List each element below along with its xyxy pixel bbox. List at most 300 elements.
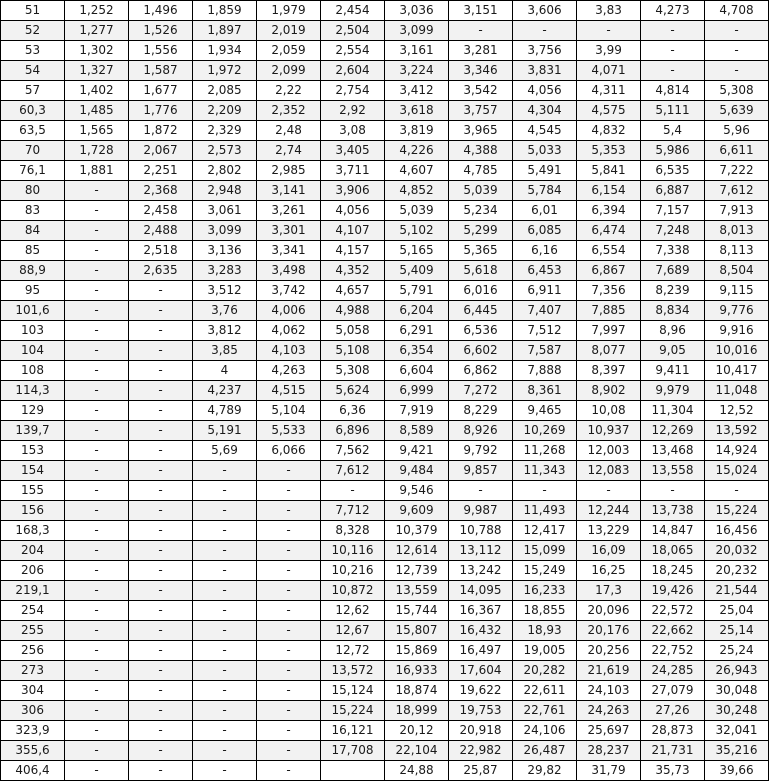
table-cell: - bbox=[193, 621, 257, 641]
table-cell: 5,299 bbox=[449, 221, 513, 241]
table-cell: - bbox=[65, 201, 129, 221]
row-header-cell: 273 bbox=[1, 661, 65, 681]
table-row bbox=[1, 601, 769, 621]
table-row bbox=[1, 581, 769, 601]
table-cell: 3,83 bbox=[577, 1, 641, 21]
table-cell: 11,343 bbox=[513, 461, 577, 481]
table-cell: - bbox=[193, 661, 257, 681]
table-cell: 1,252 bbox=[65, 1, 129, 21]
table-cell: 13,468 bbox=[641, 441, 705, 461]
table-cell: 3,341 bbox=[257, 241, 321, 261]
table-cell: - bbox=[257, 701, 321, 721]
table-cell: 4,988 bbox=[321, 301, 385, 321]
table-cell: 31,79 bbox=[577, 761, 641, 781]
table-cell: 10,788 bbox=[449, 521, 513, 541]
table-cell: 1,556 bbox=[129, 41, 193, 61]
table-cell: - bbox=[129, 701, 193, 721]
table-cell: 12,003 bbox=[577, 441, 641, 461]
table-cell: - bbox=[257, 721, 321, 741]
row-header-cell: 256 bbox=[1, 641, 65, 661]
table-cell: 6,896 bbox=[321, 421, 385, 441]
table-cell: 26,943 bbox=[705, 661, 769, 681]
table-cell: - bbox=[65, 461, 129, 481]
table-cell: 21,619 bbox=[577, 661, 641, 681]
table-cell: 3,099 bbox=[385, 21, 449, 41]
table-cell: 3,512 bbox=[193, 281, 257, 301]
table-row bbox=[1, 441, 769, 461]
table-cell: - bbox=[129, 421, 193, 441]
table-cell: 5,96 bbox=[705, 121, 769, 141]
table-cell: - bbox=[129, 661, 193, 681]
table-cell: 6,154 bbox=[577, 181, 641, 201]
table-cell: - bbox=[65, 361, 129, 381]
row-header-cell: 153 bbox=[1, 441, 65, 461]
table-cell: 30,248 bbox=[705, 701, 769, 721]
table-row bbox=[1, 221, 769, 241]
table-cell: 15,024 bbox=[705, 461, 769, 481]
table-cell: 3,498 bbox=[257, 261, 321, 281]
table-cell: 2,985 bbox=[257, 161, 321, 181]
row-header-cell: 108 bbox=[1, 361, 65, 381]
table-cell: 7,512 bbox=[513, 321, 577, 341]
row-header-cell: 84 bbox=[1, 221, 65, 241]
table-cell: - bbox=[65, 481, 129, 501]
table-cell: 3,742 bbox=[257, 281, 321, 301]
table-row bbox=[1, 661, 769, 681]
table-cell: 16,09 bbox=[577, 541, 641, 561]
table-cell: 3,99 bbox=[577, 41, 641, 61]
table-cell: 22,982 bbox=[449, 741, 513, 761]
table-cell: 29,82 bbox=[513, 761, 577, 781]
table-cell: 8,926 bbox=[449, 421, 513, 441]
table-cell: 4,785 bbox=[449, 161, 513, 181]
table-row bbox=[1, 401, 769, 421]
table-cell: 12,244 bbox=[577, 501, 641, 521]
table-cell: 22,572 bbox=[641, 601, 705, 621]
table-cell: 5,784 bbox=[513, 181, 577, 201]
table-cell: 4,852 bbox=[385, 181, 449, 201]
table-cell: 1,587 bbox=[129, 61, 193, 81]
table-cell: 7,356 bbox=[577, 281, 641, 301]
table-cell: 1,402 bbox=[65, 81, 129, 101]
table-cell: - bbox=[65, 561, 129, 581]
table-cell: 4,056 bbox=[513, 81, 577, 101]
row-header-cell: 53 bbox=[1, 41, 65, 61]
table-cell: 7,888 bbox=[513, 361, 577, 381]
table-cell: 27,079 bbox=[641, 681, 705, 701]
table-cell: 2,019 bbox=[257, 21, 321, 41]
table-cell: 1,496 bbox=[129, 1, 193, 21]
table-cell: 3,151 bbox=[449, 1, 513, 21]
table-cell: 4,304 bbox=[513, 101, 577, 121]
table-row bbox=[1, 161, 769, 181]
table-cell: 6,354 bbox=[385, 341, 449, 361]
table-cell: - bbox=[65, 381, 129, 401]
table-cell: - bbox=[513, 481, 577, 501]
table-cell: 9,792 bbox=[449, 441, 513, 461]
table-cell: 25,14 bbox=[705, 621, 769, 641]
table-cell: - bbox=[129, 501, 193, 521]
table-cell: 12,269 bbox=[641, 421, 705, 441]
table-cell: - bbox=[193, 501, 257, 521]
table-cell: 18,245 bbox=[641, 561, 705, 581]
table-cell: - bbox=[705, 21, 769, 41]
table-cell: - bbox=[257, 661, 321, 681]
table-cell: 7,997 bbox=[577, 321, 641, 341]
table-cell: - bbox=[65, 681, 129, 701]
table-cell: 20,12 bbox=[385, 721, 449, 741]
table-cell: 1,677 bbox=[129, 81, 193, 101]
table-row bbox=[1, 101, 769, 121]
table-cell: - bbox=[65, 221, 129, 241]
table-cell: 9,421 bbox=[385, 441, 449, 461]
table-cell: 4,657 bbox=[321, 281, 385, 301]
table-cell: 9,916 bbox=[705, 321, 769, 341]
table-row bbox=[1, 201, 769, 221]
table-cell: 3,161 bbox=[385, 41, 449, 61]
table-cell: 25,24 bbox=[705, 641, 769, 661]
table-cell: 20,282 bbox=[513, 661, 577, 681]
table-cell: 4,107 bbox=[321, 221, 385, 241]
table-cell: 3,261 bbox=[257, 201, 321, 221]
table-row bbox=[1, 761, 769, 781]
table-cell: 3,812 bbox=[193, 321, 257, 341]
table-cell: - bbox=[193, 601, 257, 621]
table-cell: 1,979 bbox=[257, 1, 321, 21]
table-cell: 10,016 bbox=[705, 341, 769, 361]
row-header-cell: 88,9 bbox=[1, 261, 65, 281]
table-cell: - bbox=[257, 681, 321, 701]
table-cell: - bbox=[705, 61, 769, 81]
row-header-cell: 154 bbox=[1, 461, 65, 481]
table-cell: 3,08 bbox=[321, 121, 385, 141]
table-cell: 1,565 bbox=[65, 121, 129, 141]
table-cell: 4,062 bbox=[257, 321, 321, 341]
table-cell: 20,256 bbox=[577, 641, 641, 661]
table-cell: 5,4 bbox=[641, 121, 705, 141]
table-cell: - bbox=[257, 541, 321, 561]
table-cell: - bbox=[257, 521, 321, 541]
table-cell: - bbox=[65, 261, 129, 281]
row-header-cell: 254 bbox=[1, 601, 65, 621]
table-cell: 3,141 bbox=[257, 181, 321, 201]
table-cell: 3,711 bbox=[321, 161, 385, 181]
table-cell: 5,409 bbox=[385, 261, 449, 281]
table-cell: 9,465 bbox=[513, 401, 577, 421]
table-cell: 35,216 bbox=[705, 741, 769, 761]
table-cell: 5,033 bbox=[513, 141, 577, 161]
table-cell: 28,873 bbox=[641, 721, 705, 741]
table-cell: 8,96 bbox=[641, 321, 705, 341]
table-cell: 6,01 bbox=[513, 201, 577, 221]
table-cell: 16,121 bbox=[321, 721, 385, 741]
table-cell: 12,72 bbox=[321, 641, 385, 661]
table-cell: 15,099 bbox=[513, 541, 577, 561]
table-cell: 13,592 bbox=[705, 421, 769, 441]
table-cell: 5,234 bbox=[449, 201, 513, 221]
table-cell: - bbox=[65, 641, 129, 661]
table-row bbox=[1, 561, 769, 581]
table-cell: - bbox=[129, 721, 193, 741]
table-cell: 12,67 bbox=[321, 621, 385, 641]
row-header-cell: 70 bbox=[1, 141, 65, 161]
table-cell: 1,859 bbox=[193, 1, 257, 21]
table-cell: 16,25 bbox=[577, 561, 641, 581]
table-cell: 9,857 bbox=[449, 461, 513, 481]
table-cell: 2,22 bbox=[257, 81, 321, 101]
table-cell: 16,933 bbox=[385, 661, 449, 681]
table-cell: - bbox=[513, 21, 577, 41]
table-cell: 4,157 bbox=[321, 241, 385, 261]
table-cell: 6,291 bbox=[385, 321, 449, 341]
table-cell: 4 bbox=[193, 361, 257, 381]
table-cell: 18,93 bbox=[513, 621, 577, 641]
table-cell: 13,559 bbox=[385, 581, 449, 601]
table-row bbox=[1, 301, 769, 321]
table-cell: 10,116 bbox=[321, 541, 385, 561]
table-cell: 9,484 bbox=[385, 461, 449, 481]
table-cell: 3,819 bbox=[385, 121, 449, 141]
table-row bbox=[1, 81, 769, 101]
table-cell: 1,934 bbox=[193, 41, 257, 61]
table-cell: - bbox=[193, 561, 257, 581]
row-header-cell: 80 bbox=[1, 181, 65, 201]
table-cell: - bbox=[65, 501, 129, 521]
table-cell: 9,115 bbox=[705, 281, 769, 301]
table-cell: 7,612 bbox=[321, 461, 385, 481]
table-row bbox=[1, 421, 769, 441]
table-cell: - bbox=[257, 581, 321, 601]
table-cell: 13,242 bbox=[449, 561, 513, 581]
table-cell: 4,607 bbox=[385, 161, 449, 181]
table-cell: 4,071 bbox=[577, 61, 641, 81]
table-cell: - bbox=[65, 601, 129, 621]
table-cell: 35,73 bbox=[641, 761, 705, 781]
table-cell: 12,52 bbox=[705, 401, 769, 421]
table-cell: 20,096 bbox=[577, 601, 641, 621]
table-row bbox=[1, 241, 769, 261]
table-cell: - bbox=[257, 461, 321, 481]
row-header-cell: 306 bbox=[1, 701, 65, 721]
table-cell: 1,872 bbox=[129, 121, 193, 141]
table-cell: 1,897 bbox=[193, 21, 257, 41]
table-cell: 5,308 bbox=[321, 361, 385, 381]
table-cell: - bbox=[129, 581, 193, 601]
table-cell: - bbox=[705, 41, 769, 61]
table-cell: 2,352 bbox=[257, 101, 321, 121]
table-cell: 18,874 bbox=[385, 681, 449, 701]
table-cell: 7,587 bbox=[513, 341, 577, 361]
table-cell: 22,761 bbox=[513, 701, 577, 721]
table-row bbox=[1, 141, 769, 161]
table-cell: - bbox=[257, 601, 321, 621]
row-header-cell: 406,4 bbox=[1, 761, 65, 781]
table-cell: 6,887 bbox=[641, 181, 705, 201]
table-cell: - bbox=[257, 501, 321, 521]
table-cell: 2,454 bbox=[321, 1, 385, 21]
table-cell: 8,902 bbox=[577, 381, 641, 401]
table-cell: 9,609 bbox=[385, 501, 449, 521]
table-cell: 39,66 bbox=[705, 761, 769, 781]
table-cell: 7,562 bbox=[321, 441, 385, 461]
table-row bbox=[1, 541, 769, 561]
table-cell: 6,16 bbox=[513, 241, 577, 261]
table-row bbox=[1, 61, 769, 81]
table-cell: 5,108 bbox=[321, 341, 385, 361]
table-cell: - bbox=[129, 541, 193, 561]
table-cell: 3,405 bbox=[321, 141, 385, 161]
table-cell: 4,226 bbox=[385, 141, 449, 161]
table-cell: 7,689 bbox=[641, 261, 705, 281]
table-cell: - bbox=[65, 521, 129, 541]
row-header-cell: 60,3 bbox=[1, 101, 65, 121]
table-cell: 3,346 bbox=[449, 61, 513, 81]
table-cell: - bbox=[65, 421, 129, 441]
table-cell: 2,948 bbox=[193, 181, 257, 201]
table-cell: 15,124 bbox=[321, 681, 385, 701]
table-row bbox=[1, 501, 769, 521]
table-row bbox=[1, 621, 769, 641]
table-cell: - bbox=[193, 541, 257, 561]
table-cell: - bbox=[193, 521, 257, 541]
table-cell: - bbox=[193, 581, 257, 601]
table-cell: 4,237 bbox=[193, 381, 257, 401]
table-cell: 2,329 bbox=[193, 121, 257, 141]
table-cell: 18,065 bbox=[641, 541, 705, 561]
table-cell: - bbox=[129, 481, 193, 501]
table-cell: - bbox=[193, 761, 257, 781]
row-header-cell: 155 bbox=[1, 481, 65, 501]
table-cell: 10,417 bbox=[705, 361, 769, 381]
table-cell: 24,106 bbox=[513, 721, 577, 741]
table-cell: - bbox=[129, 521, 193, 541]
table-cell: 1,485 bbox=[65, 101, 129, 121]
table-cell: 4,832 bbox=[577, 121, 641, 141]
table-cell: 6,602 bbox=[449, 341, 513, 361]
table-cell: 6,453 bbox=[513, 261, 577, 281]
row-header-cell: 57 bbox=[1, 81, 65, 101]
table-cell: 22,104 bbox=[385, 741, 449, 761]
table-cell: 2,48 bbox=[257, 121, 321, 141]
table-cell: - bbox=[129, 401, 193, 421]
table-cell: 3,036 bbox=[385, 1, 449, 21]
table-cell: 8,504 bbox=[705, 261, 769, 281]
table-cell: 15,224 bbox=[705, 501, 769, 521]
table-cell: 1,881 bbox=[65, 161, 129, 181]
row-header-cell: 103 bbox=[1, 321, 65, 341]
table-cell: 3,756 bbox=[513, 41, 577, 61]
row-header-cell: 139,7 bbox=[1, 421, 65, 441]
table-cell: 1,972 bbox=[193, 61, 257, 81]
table-row bbox=[1, 641, 769, 661]
table-cell: - bbox=[65, 661, 129, 681]
table-cell: 6,445 bbox=[449, 301, 513, 321]
table-cell: 9,411 bbox=[641, 361, 705, 381]
table-cell: 16,233 bbox=[513, 581, 577, 601]
row-header-cell: 114,3 bbox=[1, 381, 65, 401]
table-cell: 5,491 bbox=[513, 161, 577, 181]
table-cell: - bbox=[129, 601, 193, 621]
table-cell: 8,589 bbox=[385, 421, 449, 441]
table-cell: - bbox=[65, 341, 129, 361]
table-cell: 25,697 bbox=[577, 721, 641, 741]
table-row bbox=[1, 21, 769, 41]
table-cell: - bbox=[65, 621, 129, 641]
table-cell: 2,754 bbox=[321, 81, 385, 101]
table-cell: 15,869 bbox=[385, 641, 449, 661]
table-cell: 7,919 bbox=[385, 401, 449, 421]
table-cell: 7,222 bbox=[705, 161, 769, 181]
table-cell: 3,831 bbox=[513, 61, 577, 81]
table-cell: - bbox=[129, 381, 193, 401]
table-cell: 2,92 bbox=[321, 101, 385, 121]
table-cell: 8,077 bbox=[577, 341, 641, 361]
table-cell: 3,281 bbox=[449, 41, 513, 61]
table-cell: - bbox=[65, 281, 129, 301]
table-cell: 25,87 bbox=[449, 761, 513, 781]
table-cell: - bbox=[257, 481, 321, 501]
table-cell: 11,493 bbox=[513, 501, 577, 521]
table-cell: 25,04 bbox=[705, 601, 769, 621]
table-cell: 27,26 bbox=[641, 701, 705, 721]
table-cell: 14,847 bbox=[641, 521, 705, 541]
table-cell: 10,872 bbox=[321, 581, 385, 601]
table-cell: 21,544 bbox=[705, 581, 769, 601]
table-cell: - bbox=[193, 461, 257, 481]
table-cell: 17,604 bbox=[449, 661, 513, 681]
table-cell: 2,059 bbox=[257, 41, 321, 61]
table-cell: - bbox=[65, 321, 129, 341]
table-cell: 6,085 bbox=[513, 221, 577, 241]
table-cell: 4,056 bbox=[321, 201, 385, 221]
table-cell: 12,62 bbox=[321, 601, 385, 621]
table-cell: - bbox=[65, 741, 129, 761]
table-cell: 7,712 bbox=[321, 501, 385, 521]
table-cell: 8,397 bbox=[577, 361, 641, 381]
row-header-cell: 95 bbox=[1, 281, 65, 301]
table-cell: 4,708 bbox=[705, 1, 769, 21]
table-cell: 2,635 bbox=[129, 261, 193, 281]
table-cell: 4,575 bbox=[577, 101, 641, 121]
table-cell: 2,573 bbox=[193, 141, 257, 161]
table-row bbox=[1, 181, 769, 201]
table-cell: 2,368 bbox=[129, 181, 193, 201]
table-cell: - bbox=[129, 341, 193, 361]
table-cell: 4,273 bbox=[641, 1, 705, 21]
table-cell: - bbox=[129, 461, 193, 481]
table-cell: 3,906 bbox=[321, 181, 385, 201]
table-cell: 9,987 bbox=[449, 501, 513, 521]
table-cell: 1,526 bbox=[129, 21, 193, 41]
row-header-cell: 206 bbox=[1, 561, 65, 581]
table-cell: - bbox=[129, 761, 193, 781]
table-cell: 11,268 bbox=[513, 441, 577, 461]
table-cell: - bbox=[449, 21, 513, 41]
row-header-cell: 104 bbox=[1, 341, 65, 361]
table-cell: 15,807 bbox=[385, 621, 449, 641]
table-cell: 19,753 bbox=[449, 701, 513, 721]
table-cell: 19,005 bbox=[513, 641, 577, 661]
table-cell: 32,041 bbox=[705, 721, 769, 741]
table-cell: - bbox=[129, 321, 193, 341]
table-row bbox=[1, 321, 769, 341]
table-cell: 9,546 bbox=[385, 481, 449, 501]
row-header-cell: 83 bbox=[1, 201, 65, 221]
row-header-cell: 129 bbox=[1, 401, 65, 421]
table-cell: 9,979 bbox=[641, 381, 705, 401]
table-cell: 5,104 bbox=[257, 401, 321, 421]
table-cell: 13,738 bbox=[641, 501, 705, 521]
